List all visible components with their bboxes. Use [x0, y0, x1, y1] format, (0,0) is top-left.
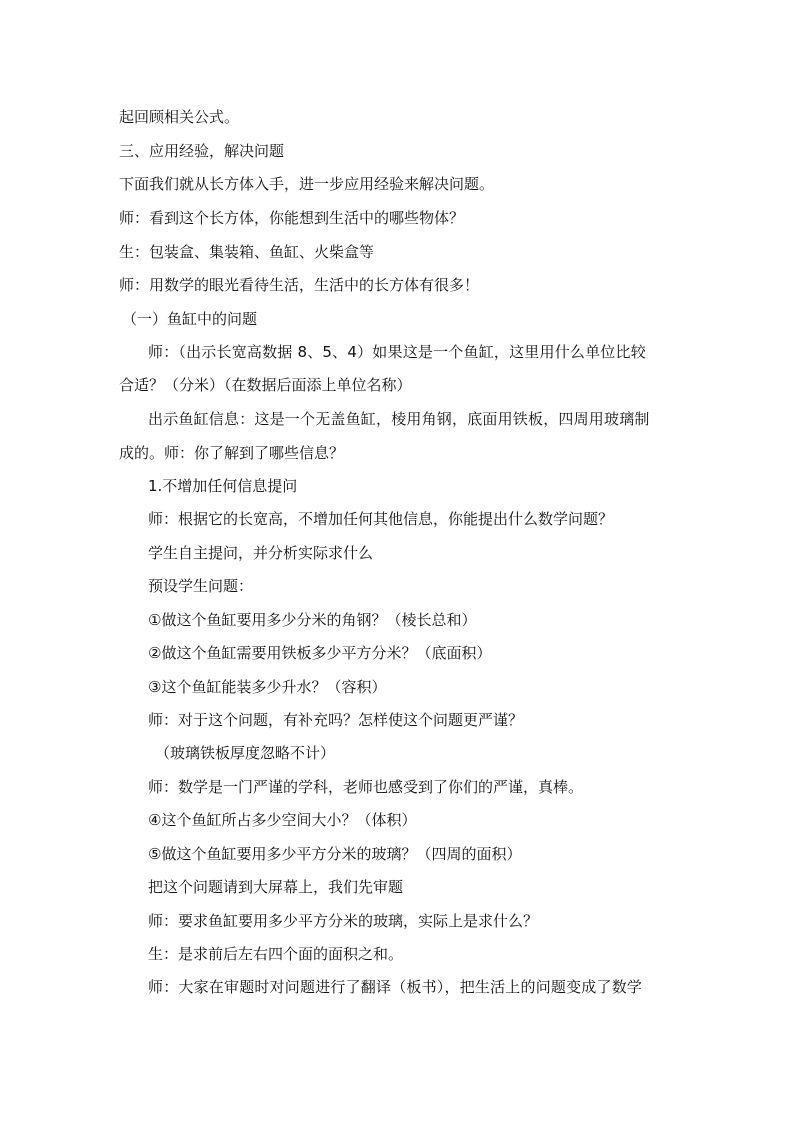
dialogue-student-2: 生：是求前后左右四个面的面积之和。	[148, 945, 404, 963]
text-line-tank-info-cont: 成的。师：你了解到了哪些信息？	[119, 444, 345, 462]
question-item-4: ④这个鱼缸所占多少空间大小？（体积）	[148, 811, 417, 829]
step-heading-1: 1.不增加任何信息提问	[148, 477, 298, 495]
section-heading-three: 三、应用经验，解决问题	[119, 142, 285, 160]
question-item-5: ⑤做这个鱼缸要用多少平方分米的玻璃？（四周的面积）	[148, 845, 522, 863]
dialogue-teacher-4: 师：根据它的长宽高，不增加任何其他信息，你能提出什么数学问题？	[148, 510, 614, 528]
dialogue-teacher-3: 师：（出示长宽高数据 8、5、4）如果这是一个鱼缸，这里用什么单位比较	[148, 343, 646, 361]
dialogue-teacher-2: 师：用数学的眼光看待生活，生活中的长方体有很多！	[119, 276, 480, 294]
dialogue-teacher-5: 师：对于这个问题，有补充吗？怎样使这个问题更严谨？	[148, 711, 524, 729]
subsection-heading-fish-tank: （一）鱼缸中的问题	[122, 310, 258, 328]
dialogue-teacher-7: 师：要求鱼缸要用多少平方分米的玻璃，实际上是求什么？	[148, 912, 539, 930]
dialogue-teacher-1: 师：看到这个长方体，你能想到生活中的哪些物体？	[119, 209, 465, 227]
question-item-2: ②做这个鱼缸需要用铁板多少平方分米？（底面积）	[148, 644, 492, 662]
dialogue-teacher-3-cont: 合适？（分米）（在数据后面添上单位名称）	[119, 376, 412, 394]
text-line-big-screen: 把这个问题请到大屏幕上，我们先审题	[148, 878, 404, 896]
dialogue-student-1: 生：包装盒、集装箱、鱼缸、火柴盒等	[119, 243, 375, 261]
text-line-thickness-note: （玻璃铁板厚度忽略不计）	[155, 744, 336, 762]
text-line-preset-questions: 预设学生问题：	[148, 577, 254, 595]
dialogue-teacher-6: 师：数学是一门严谨的学科，老师也感受到了你们的严谨，真棒。	[148, 778, 584, 796]
text-line-student-questions: 学生自主提问，并分析实际求什么	[148, 544, 374, 562]
text-line-tank-info: 出示鱼缸信息：这是一个无盖鱼缸，棱用角钢，底面用铁板，四周用玻璃制	[148, 410, 650, 428]
text-line-review-formulas: 起回顾相关公式。	[119, 108, 240, 126]
dialogue-teacher-8: 师：大家在审题时对问题进行了翻译（板书），把生活上的问题变成了数学	[148, 978, 643, 996]
text-line-intro: 下面我们就从长方体入手，进一步应用经验来解决问题。	[119, 175, 495, 193]
question-item-1: ①做这个鱼缸要用多少分米的角钢？（棱长总和）	[148, 611, 477, 629]
question-item-3: ③这个鱼缸能装多少升水？（容积）	[148, 678, 387, 696]
